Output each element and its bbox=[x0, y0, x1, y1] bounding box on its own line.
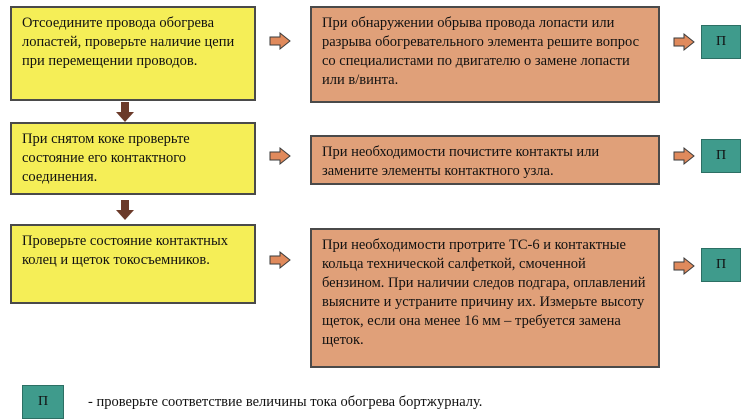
action-box-3: При необходимости протрите ТС-6 и контактные кольца технической салфеткой, смоченной бензином. При наличии следов подгара, оплавлений выясните и устраните причину их. Измерьте высоту щеток, если она менее 16 мм – требуется замена щеток. bbox=[310, 228, 660, 368]
right-arrow-icon bbox=[269, 251, 291, 269]
check-box-1: Отсоедините провода обогрева лопастей, проверьте наличие цепи при перемещении проводов. bbox=[10, 6, 256, 101]
legend-marker-p: П bbox=[22, 385, 64, 419]
marker-p-2: П bbox=[701, 139, 741, 173]
right-arrow-icon bbox=[673, 147, 695, 165]
right-arrow-icon bbox=[673, 257, 695, 275]
check-box-2: При снятом коке проверьте состояние его контактного соединения. bbox=[10, 122, 256, 195]
action-box-1: При обнаружении обрыва провода лопасти или разрыва обогревательного элемента решите вопрос со специалистами по двигателю о замене лопасти или в/винта. bbox=[310, 6, 660, 103]
down-arrow-icon bbox=[116, 102, 134, 122]
right-arrow-icon bbox=[269, 147, 291, 165]
check-box-3: Проверьте состояние контактных колец и щеток токосъемников. bbox=[10, 224, 256, 304]
right-arrow-icon bbox=[269, 32, 291, 50]
down-arrow-icon bbox=[116, 200, 134, 220]
legend-text: - проверьте соответствие величины тока обогрева бортжурналу. bbox=[88, 394, 483, 410]
right-arrow-icon bbox=[673, 33, 695, 51]
marker-p-3: П bbox=[701, 248, 741, 282]
marker-p-1: П bbox=[701, 25, 741, 59]
action-box-2: При необходимости почистите контакты или замените элементы контактного узла. bbox=[310, 135, 660, 185]
